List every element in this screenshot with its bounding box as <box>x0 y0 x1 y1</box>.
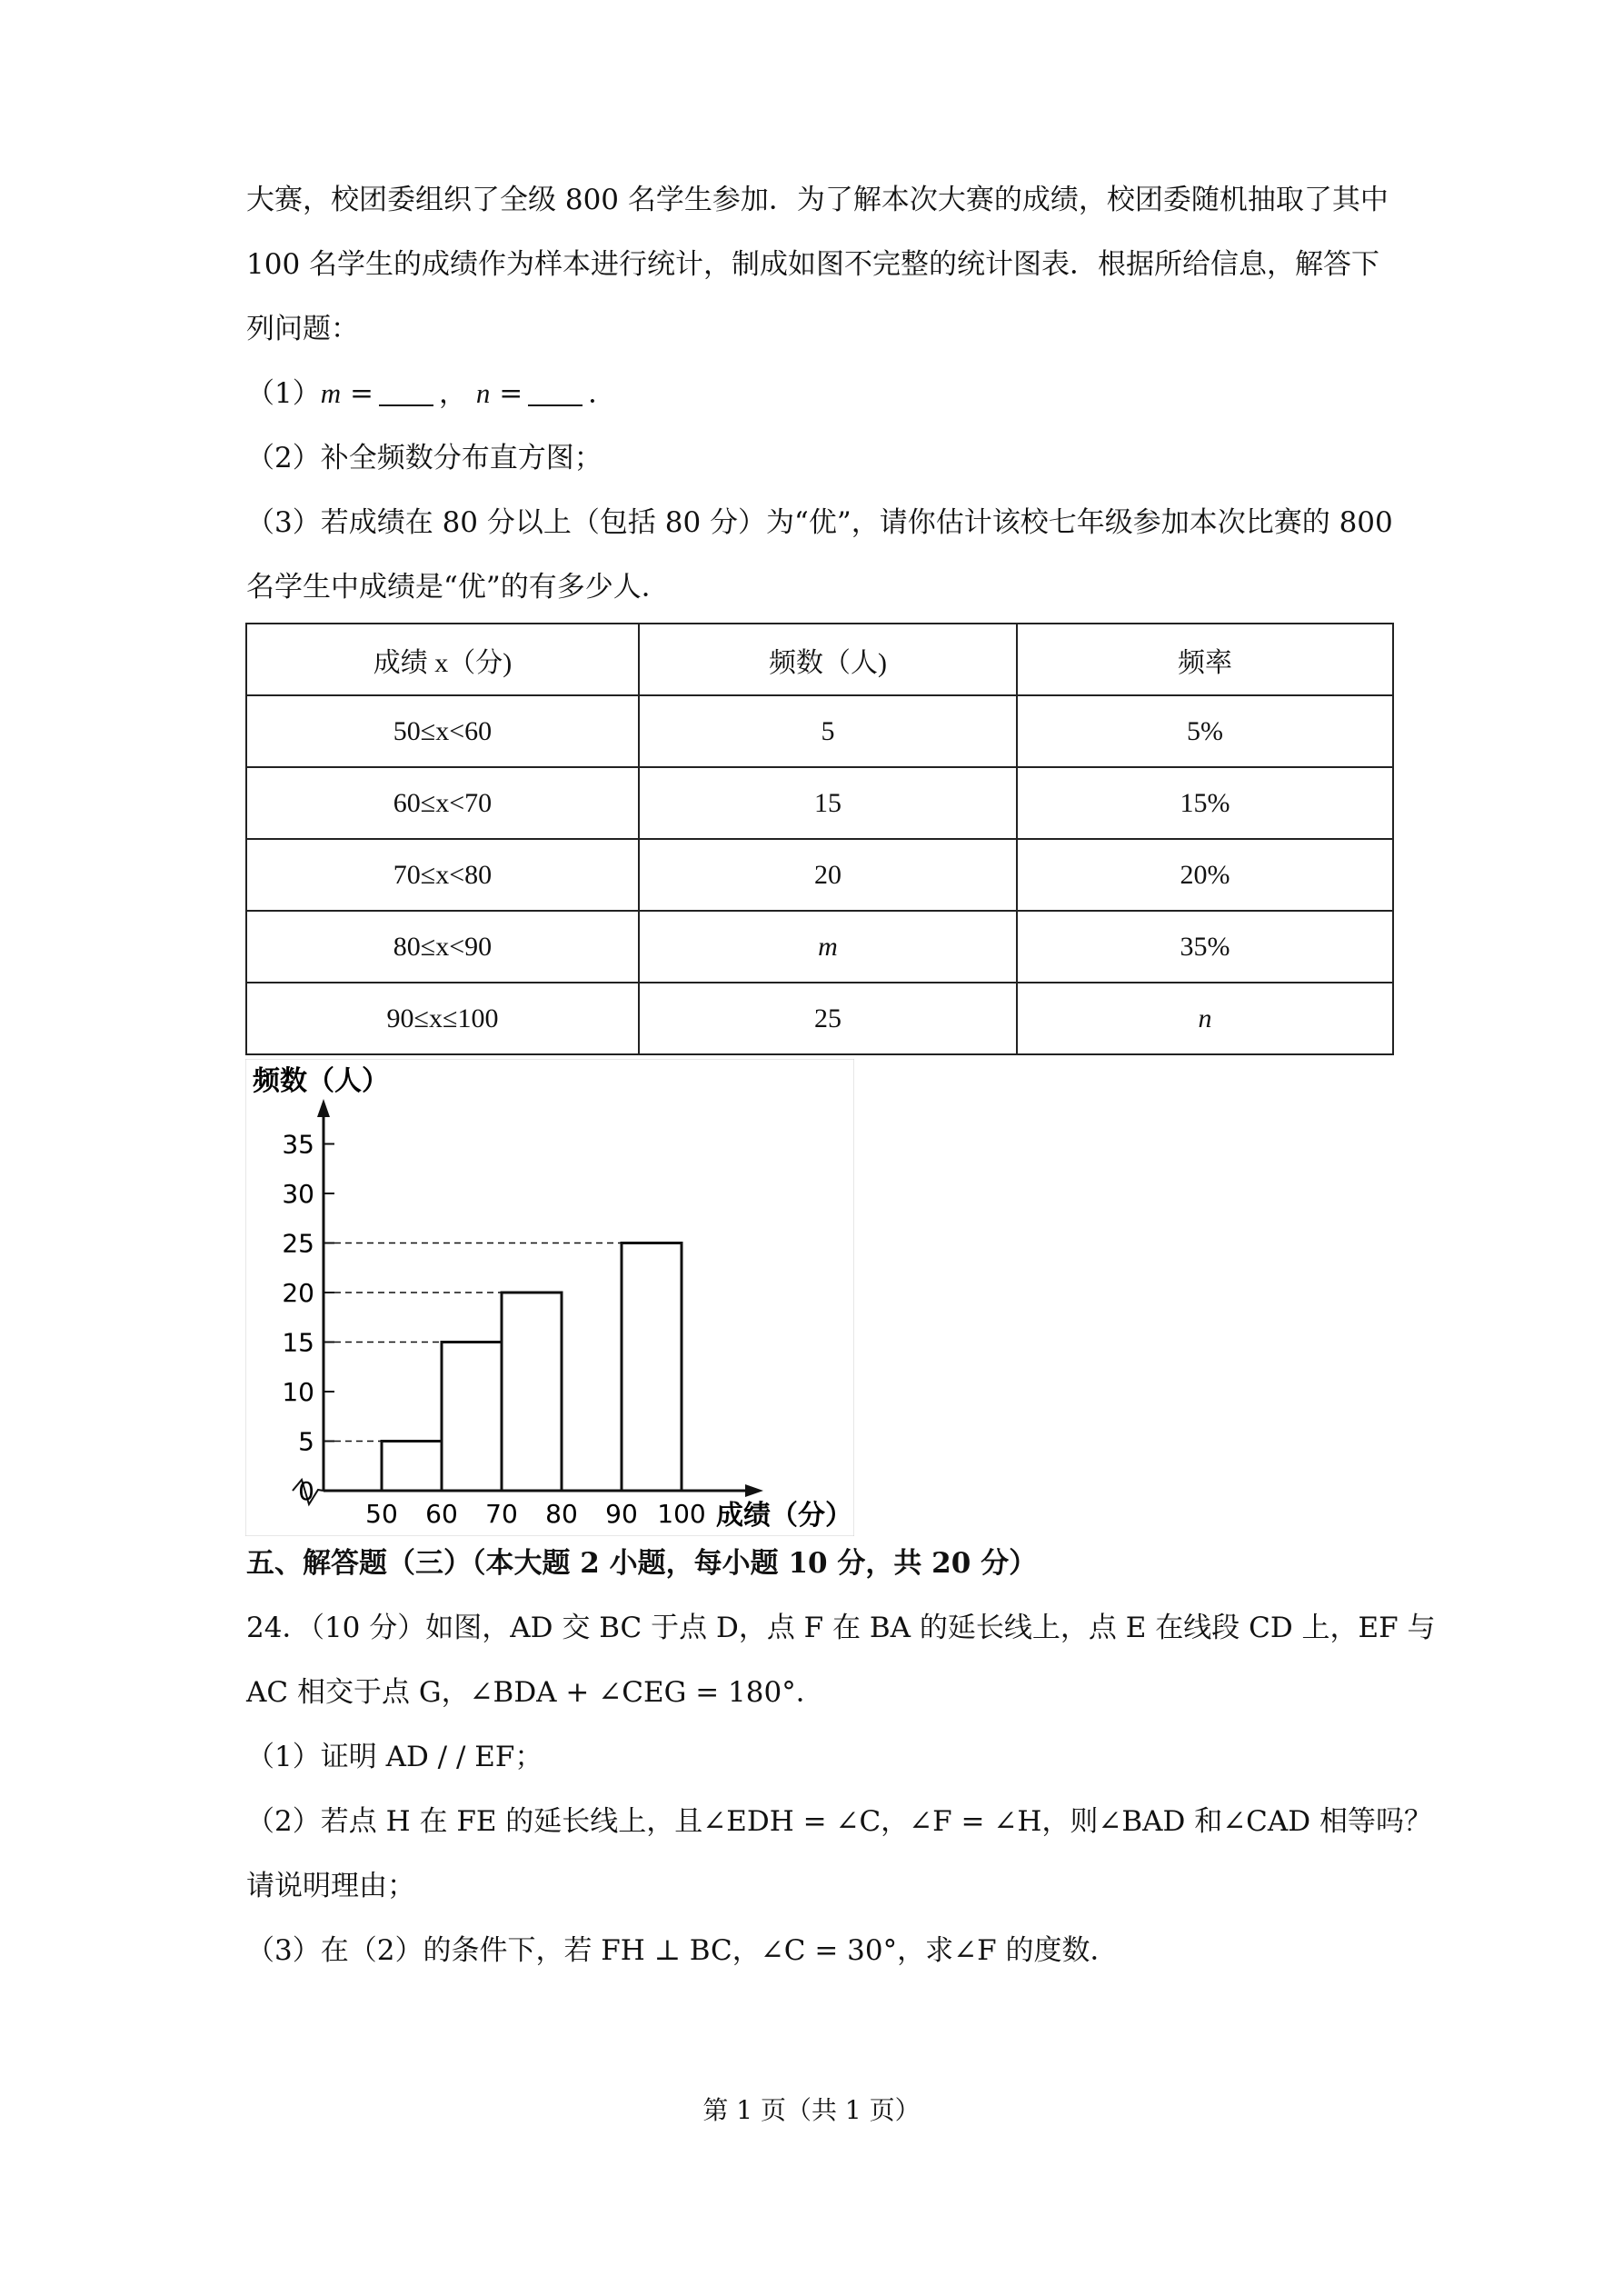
y-tick-label: 35 <box>282 1129 314 1160</box>
intro-line-3: 列问题： <box>246 313 359 345</box>
table-row <box>246 911 1393 983</box>
histogram-bar <box>442 1343 502 1492</box>
y-tick-label: 30 <box>282 1179 314 1209</box>
problem-24-line-2: AC 相交于点 G，∠BDA + ∠CEG = 180°． <box>246 1676 824 1709</box>
q1-eq-n: = <box>499 377 523 410</box>
row-range: 80≤x<90 <box>246 911 639 983</box>
intro-line-1: 大赛，校团委组织了全级 800 名学生参加．为了解本次大赛的成绩，校团委随机抽取了其中 <box>246 184 1389 216</box>
row-range: 60≤x<70 <box>246 767 639 839</box>
row-count: 15 <box>639 767 1017 839</box>
x-tick-label: 60 <box>425 1499 458 1529</box>
y-axis-label: 频数（人） <box>253 1065 389 1097</box>
q1-var-m: m <box>320 377 342 409</box>
header-score: 成绩 x（分) <box>246 624 639 695</box>
q1-prefix: （1） <box>246 377 321 410</box>
frequency-histogram <box>245 1059 854 1536</box>
row-range: 50≤x<60 <box>246 695 639 767</box>
row-count: 20 <box>639 839 1017 911</box>
row-count: m <box>639 911 1017 983</box>
histogram-bar <box>502 1293 562 1491</box>
problem-24-question-3: （3）在（2）的条件下，若 FH ⊥ BC，∠C = 30°，求∠F 的度数． <box>246 1934 1119 1967</box>
x-tick-label: 70 <box>485 1499 518 1529</box>
intro-line-2: 100 名学生的成绩作为样本进行统计，制成如图不完整的统计图表．根据所给信息，解答下 <box>246 248 1380 281</box>
y-tick-label: 0 <box>298 1476 314 1506</box>
table-row <box>246 839 1393 911</box>
histogram-bar <box>622 1243 682 1492</box>
row-range: 70≤x<80 <box>246 839 639 911</box>
table-header-row <box>246 624 1393 695</box>
x-tick-label: 50 <box>365 1499 398 1529</box>
row-range: 90≤x≤100 <box>246 983 639 1054</box>
y-tick-label: 10 <box>282 1377 314 1407</box>
question-3-line-2: 名学生中成绩是“优”的有多少人． <box>246 571 670 604</box>
y-tick-label: 15 <box>282 1327 314 1358</box>
x-tick-label: 90 <box>605 1499 638 1529</box>
problem-24-question-2-line-1: （2）若点 H 在 FE 的延长线上，且∠EDH = ∠C，∠F = ∠H，则∠BAD 和∠CAD 相等吗？ <box>246 1805 1432 1838</box>
row-rate: 15% <box>1017 767 1393 839</box>
problem-24-question-1: （1）证明 AD / / EF； <box>246 1741 543 1773</box>
q1-end: ． <box>588 377 617 410</box>
question-1 <box>246 375 616 412</box>
row-rate: 35% <box>1017 911 1393 983</box>
y-tick-label: 5 <box>298 1426 314 1457</box>
row-count: 5 <box>639 695 1017 767</box>
x-tick-label: 80 <box>545 1499 578 1529</box>
section-5-heading: 五、解答题（三）（本大题 2 小题，每小题 10 分，共 20 分） <box>246 1547 1038 1580</box>
answer-blank-m[interactable] <box>379 379 433 406</box>
question-3-line-1: （3）若成绩在 80 分以上（包括 80 分）为“优”，请你估计该校七年级参加本次比赛的 800 <box>246 506 1393 539</box>
row-count: 25 <box>639 983 1017 1054</box>
problem-24-line-1: 24．（10 分）如图，AD 交 BC 于点 D，点 F 在 BA 的延长线上，点 E 在线段 CD 上，EF 与 <box>246 1612 1436 1644</box>
table-row <box>246 695 1393 767</box>
x-tick-label: 100 <box>657 1499 706 1529</box>
row-rate: 5% <box>1017 695 1393 767</box>
header-frequency: 频数（人) <box>639 624 1017 695</box>
table-row <box>246 767 1393 839</box>
q1-sep: ， <box>438 377 467 410</box>
question-2: （2）补全频数分布直方图； <box>246 442 602 474</box>
row-rate: 20% <box>1017 839 1393 911</box>
problem-24-question-2-line-2: 请说明理由； <box>246 1870 415 1902</box>
header-rate: 频率 <box>1017 624 1393 695</box>
q1-var-n: n <box>475 377 491 409</box>
answer-blank-n[interactable] <box>528 379 582 406</box>
y-tick-label: 20 <box>282 1278 314 1308</box>
table-row <box>246 983 1393 1054</box>
row-rate: n <box>1017 983 1393 1054</box>
frequency-table <box>245 623 1394 1055</box>
q1-eq-m: = <box>349 377 373 410</box>
x-axis-label: 成绩（分） <box>716 1500 852 1532</box>
histogram-bar <box>382 1442 442 1492</box>
page-footer: 第 1 页（共 1 页） <box>702 2095 921 2125</box>
y-tick-label: 25 <box>282 1228 314 1259</box>
